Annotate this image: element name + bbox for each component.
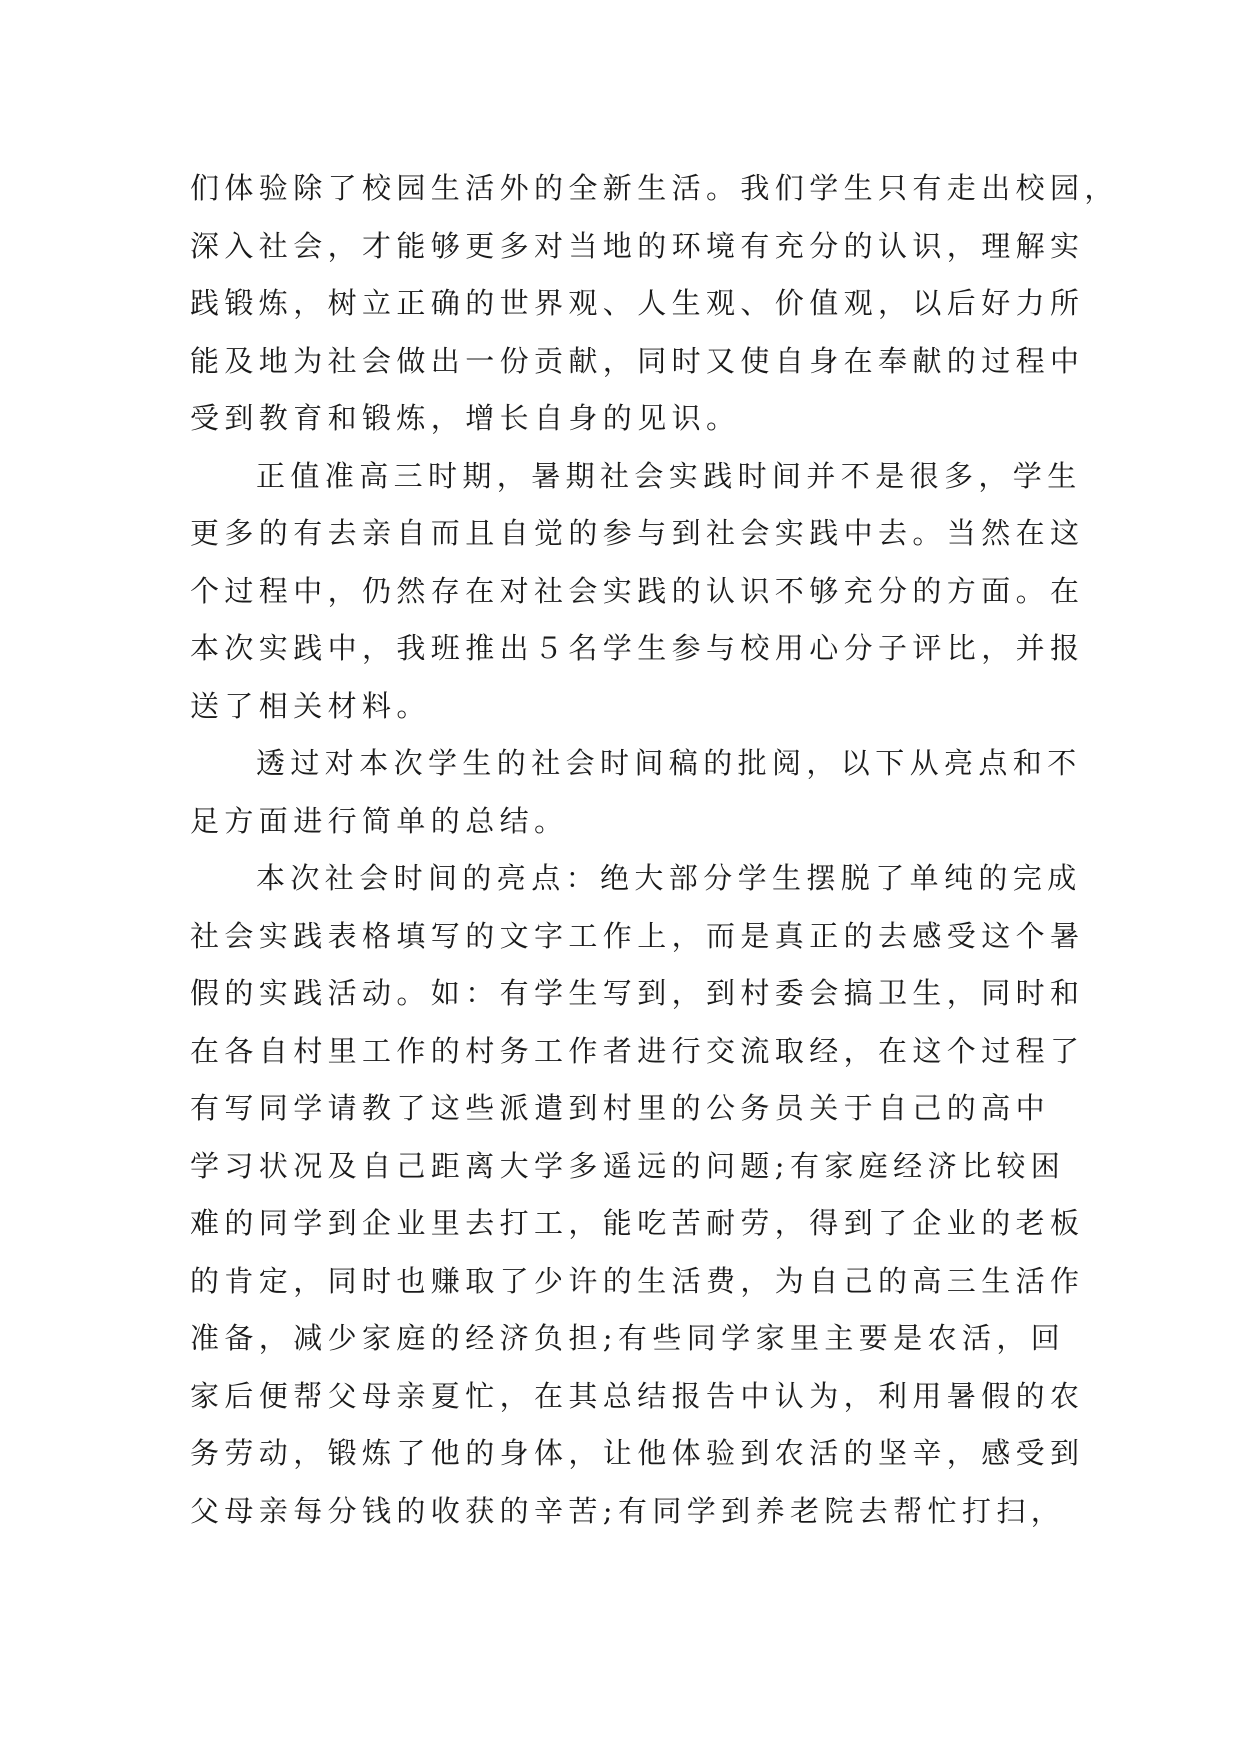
text-line: 受到教育和锻炼，增长自身的见识。 [190, 401, 741, 435]
text-line: 在各自村里工作的村务工作者进行交流取经，在这个过程了 [190, 1033, 1085, 1068]
text-line: 足方面进行简单的总结。 [190, 803, 569, 838]
text-line: 学习状况及自己距离大学多遥远的问题;有家庭经济比较困 [190, 1148, 1066, 1183]
text-line: 更多的有去亲自而且自觉的参与到社会实践中去。当然在这 [190, 516, 1085, 550]
text-line: 本次实践中，我班推出５名学生参与校用心分子评比，并报 [190, 631, 1085, 665]
text-line: 送了相关材料。 [190, 688, 431, 723]
text-line: 务劳动，锻炼了他的身体，让他体验到农活的坚辛，感受到 [190, 1436, 1085, 1470]
text-line: 们体验除了校园生活外的全新生活。我们学生只有走出校园， [190, 171, 1119, 205]
text-line: 能及地为社会做出一份贡献，同时又使自身在奉献的过程中 [190, 343, 1085, 378]
text-line: 社会实践表格填写的文字工作上，而是真正的去感受这个暑 [190, 918, 1085, 953]
paragraph-first-line: 透过对本次学生的社会时间稿的批阅，以下从亮点和不 [256, 746, 1082, 780]
text-line: 父母亲每分钱的收获的辛苦;有同学到养老院去帮忙打扫， [190, 1493, 1066, 1528]
text-line: 个过程中，仍然存在对社会实践的认识不够充分的方面。在 [190, 573, 1085, 608]
text-line: 假的实践活动。如：有学生写到，到村委会搞卫生，同时和 [190, 976, 1085, 1010]
body-text [190, 160, 1119, 1540]
text-line: 难的同学到企业里去打工，能吃苦耐劳，得到了企业的老板 [190, 1206, 1085, 1240]
paragraph-first-line: 本次社会时间的亮点：绝大部分学生摆脱了单纯的完成 [256, 861, 1082, 895]
paragraph-first-line: 正值准高三时期，暑期社会实践时间并不是很多，学生 [256, 458, 1082, 493]
text-line: 家后便帮父母亲夏忙，在其总结报告中认为，利用暑假的农 [190, 1378, 1085, 1413]
text-line: 的肯定，同时也赚取了少许的生活费，为自己的高三生活作 [190, 1263, 1085, 1298]
text-line: 有写同学请教了这些派遣到村里的公务员关于自己的高中 [190, 1091, 1051, 1125]
text-line: 准备，减少家庭的经济负担;有些同学家里主要是农活，回 [190, 1321, 1066, 1355]
text-line: 践锻炼，树立正确的世界观、人生观、价值观，以后好力所 [190, 286, 1085, 320]
text-line: 深入社会，才能够更多对当地的环境有充分的认识，理解实 [190, 228, 1085, 263]
